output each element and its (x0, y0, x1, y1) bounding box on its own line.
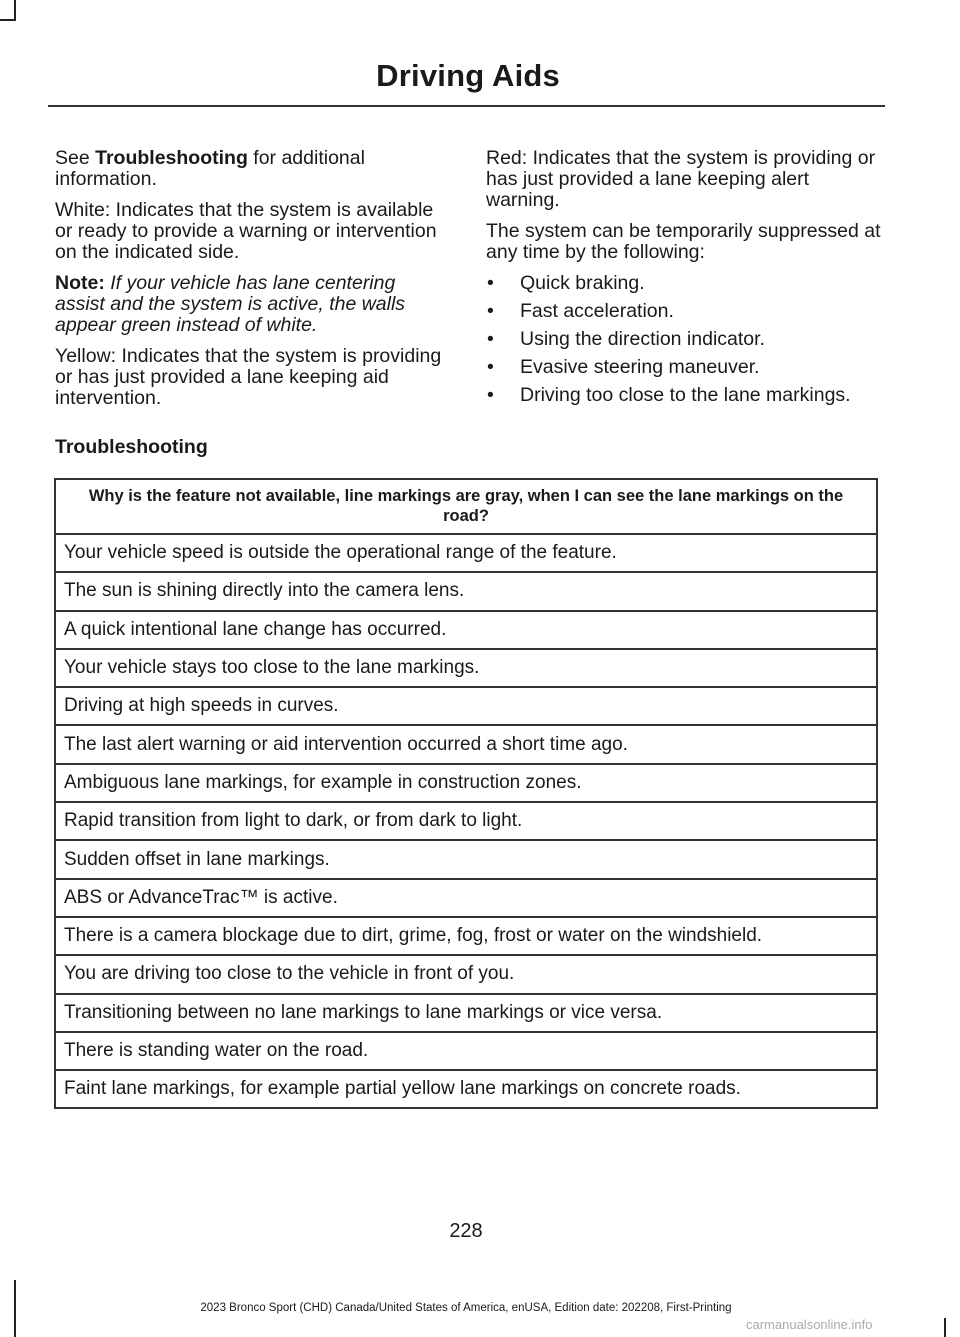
table-row (55, 917, 877, 955)
table-header-row (55, 479, 877, 534)
suppression-list (486, 273, 881, 406)
paragraph-suppressed: The system can be temporarily suppressed at any time by the following: (486, 220, 881, 263)
table-row (55, 725, 877, 763)
table-cell: Ambiguous lane markings, for example in construction zones. (55, 764, 877, 802)
table-row (55, 994, 877, 1032)
bullet-icon: • (487, 272, 494, 294)
bullet-icon: • (487, 384, 494, 406)
table-row (55, 955, 877, 993)
left-column (55, 148, 450, 419)
table-row (55, 840, 877, 878)
note-label: Note: (55, 272, 105, 294)
page-number: 228 (449, 1220, 483, 1242)
crop-mark-top-left-h (0, 19, 16, 21)
table-cell: There is a camera blockage due to dirt, grime, fog, frost or water on the windshield. (55, 917, 877, 955)
table-cell: There is standing water on the road. (55, 1032, 877, 1070)
table-cell: A quick intentional lane change has occurred. (55, 611, 877, 649)
paragraph-see-troubleshooting: See Troubleshooting for additional information. (55, 147, 365, 190)
table-cell: Sudden offset in lane markings. (55, 840, 877, 878)
paragraph-yellow: Yellow: Indicates that the system is providing or has just provided a lane keeping aid intervention. (55, 345, 442, 409)
table-cell: The sun is shining directly into the camera lens. (55, 572, 877, 610)
section-heading-troubleshooting: Troubleshooting (55, 436, 208, 458)
page-title: Driving Aids (376, 58, 560, 93)
note-text: If your vehicle has lane centering assist and the system is active, the walls appear green instead of white. (55, 272, 406, 336)
list-item: • Fast acceleration. (487, 300, 674, 322)
table-row (55, 649, 877, 687)
table-row (55, 879, 877, 917)
list-item: • Evasive steering maneuver. (487, 356, 760, 378)
troubleshooting-table (54, 478, 878, 1109)
table-cell: ABS or AdvanceTrac™ is active. (55, 879, 877, 917)
footer-edition-info: 2023 Bronco Sport (CHD) Canada/United States of America, enUSA, Edition date: 202208, First-Printing (200, 1302, 732, 1314)
crop-mark-top-left-v (14, 0, 16, 20)
right-column (486, 148, 881, 413)
table-cell: The last alert warning or aid intervention occurred a short time ago. (55, 725, 877, 763)
table-header: Why is the feature not available, line markings are gray, when I can see the lane markings on the road? (55, 479, 877, 534)
paragraph-white: White: Indicates that the system is available or ready to provide a warning or intervention on the indicated side. (55, 199, 437, 263)
table-cell: You are driving too close to the vehicle in front of you. (55, 955, 877, 993)
bullet-icon: • (487, 356, 494, 378)
table-row (55, 1070, 877, 1108)
table-cell: Your vehicle stays too close to the lane markings. (55, 649, 877, 687)
table-cell: Faint lane markings, for example partial yellow lane markings on concrete roads. (55, 1070, 877, 1108)
table-row (55, 572, 877, 610)
paragraph-red: Red: Indicates that the system is providing or has just provided a lane keeping alert warning. (486, 147, 876, 211)
table-row (55, 802, 877, 840)
table-cell: Your vehicle speed is outside the operational range of the feature. (55, 534, 877, 572)
bullet-icon: • (487, 328, 494, 350)
table-cell: Driving at high speeds in curves. (55, 687, 877, 725)
list-item: • Quick braking. (487, 272, 645, 294)
watermark: carmanualsonline.info (746, 1317, 873, 1332)
crop-mark-bottom-right-v (944, 1318, 946, 1337)
bullet-icon: • (487, 300, 494, 322)
table-row (55, 534, 877, 572)
list-item: • Using the direction indicator. (487, 328, 765, 350)
table-row (55, 1032, 877, 1070)
list-item: • Driving too close to the lane markings. (487, 384, 851, 406)
note-paragraph (55, 273, 450, 336)
header-divider (48, 105, 885, 107)
table-row (55, 687, 877, 725)
table-row (55, 764, 877, 802)
troubleshooting-reference: Troubleshooting (95, 147, 248, 169)
table-row (55, 611, 877, 649)
table-cell: Transitioning between no lane markings to lane markings or vice versa. (55, 994, 877, 1032)
table-cell: Rapid transition from light to dark, or from dark to light. (55, 802, 877, 840)
